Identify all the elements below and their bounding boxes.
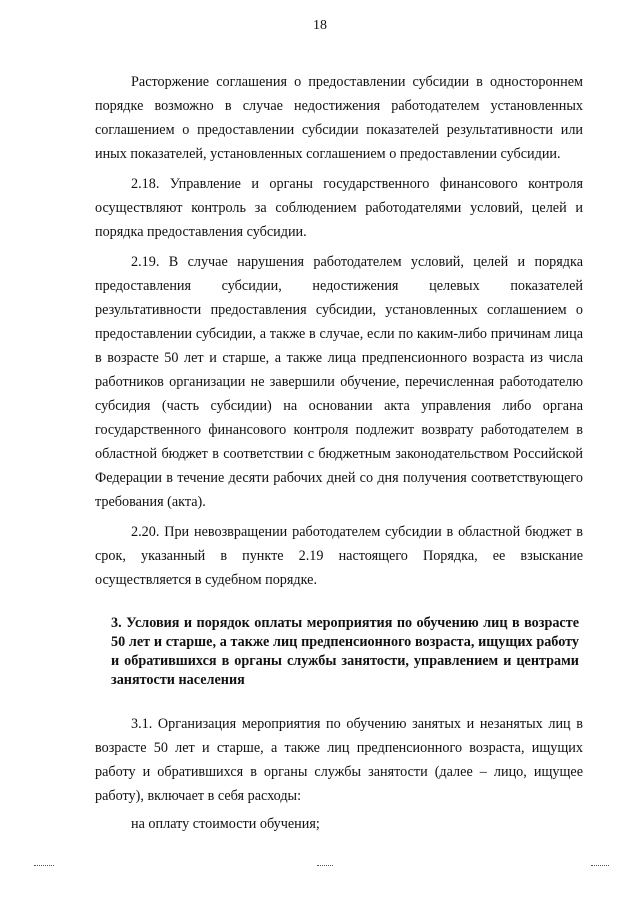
paragraph-2-18: 2.18. Управление и органы государственного финансового контроля осуществляют контроль за соблюдением работодателями условий, целей и порядка предоставления субсидии. — [95, 176, 583, 240]
page-number: 18 — [313, 18, 327, 33]
paragraph-termination: Расторжение соглашения о предоставлении субсидии в одностороннем порядке возможно в случае недостижения работодателем установленных соглашением о предоставлении субсидии показателей результативности или иных показателей, установленных соглашением о предоставлении субсидии. — [95, 74, 583, 162]
paragraph-expense-item: на оплату стоимости обучения; — [131, 816, 320, 832]
scan-mark-center — [317, 865, 333, 867]
scan-mark-left — [34, 865, 54, 867]
scan-mark-right — [591, 865, 609, 867]
paragraph-2-20: 2.20. При невозвращении работодателем субсидии в областной бюджет в срок, указанный в пункте 2.19 настоящего Порядка, ее взыскание осуществляется в судебном порядке. — [95, 524, 583, 588]
paragraph-3-1: 3.1. Организация мероприятия по обучению занятых и незанятых лиц в возрасте 50 лет и старше, а также лиц предпенсионного возраста, ищущих работу и обратившихся в органы службы занятости (далее – лицо, ищущее работу), включает в себя расходы: — [95, 716, 583, 804]
document-body — [95, 70, 583, 836]
paragraph-2-19: 2.19. В случае нарушения работодателем условий, целей и порядка предоставления субсидии, недостижения целевых показателей результативности предоставления субсидии, установленных соглашением о предоставлении субсидии, а также в случае, если по каким-либо причинам лица в возрасте 50 лет и старше, а также лица предпенсионного возраста из числа работников организации не завершили обучение, перечисленная работодателю субсидия (часть субсидии) на основании акта управления либо органа государственного финансового контроля подлежит возврату работодателем в областной бюджет в соответствии с бюджетным законодательством Российской Федерации в течение десяти рабочих дней со дня получения соответствующего требования (акта). — [95, 254, 583, 510]
section-3-heading: 3. Условия и порядок оплаты мероприятия по обучению лиц в возрасте 50 лет и старше, а также лиц предпенсионного возраста, ищущих работу и обратившихся в органы службы занятости, управлением и центрами занятости населения — [111, 615, 579, 688]
